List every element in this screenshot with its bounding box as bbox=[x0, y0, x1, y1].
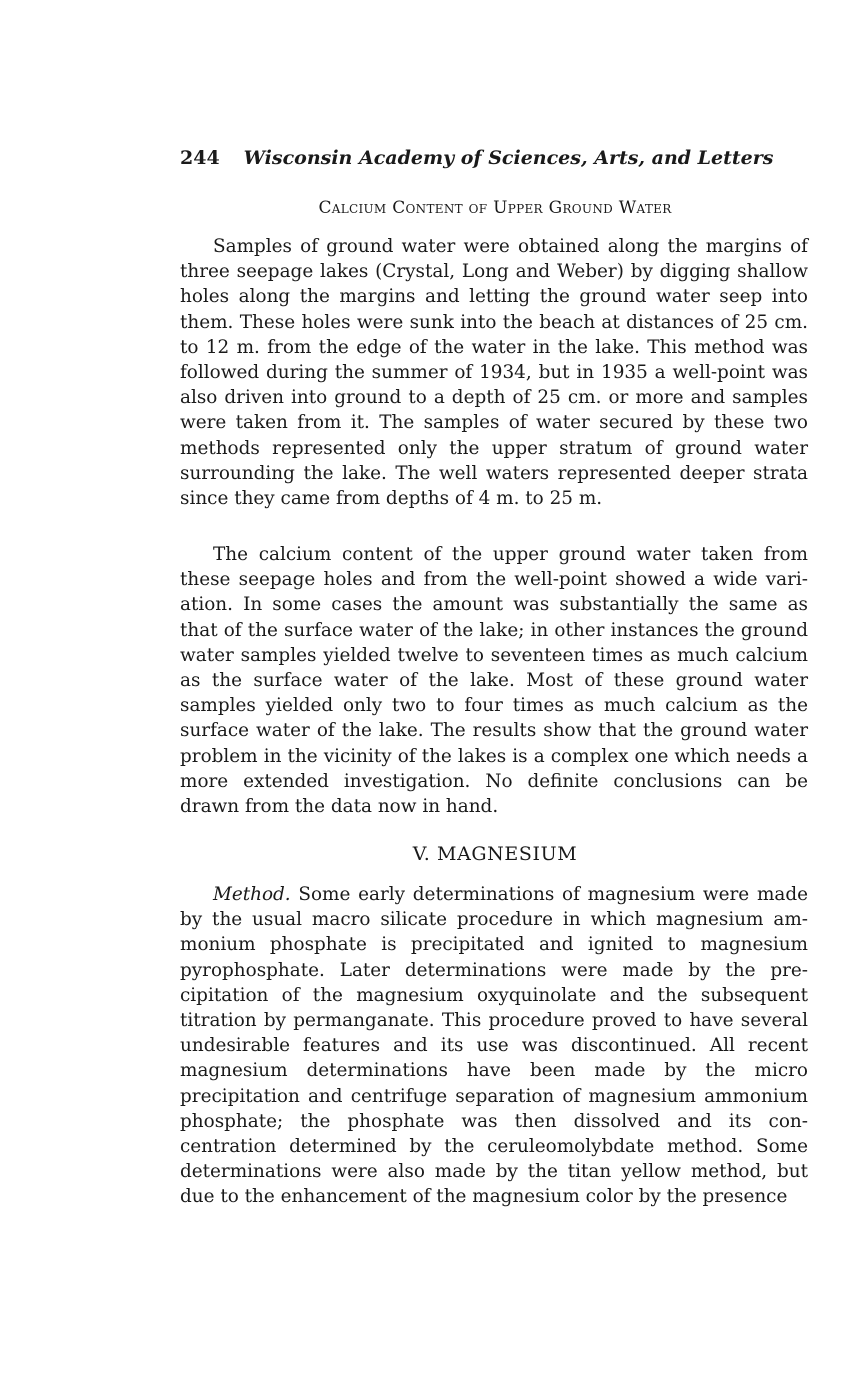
paragraph-3 bbox=[180, 882, 808, 1210]
method-text: Some early determinations of magnesium were made by the usual macro silicate procedure in which magnesium ammonium phosphate is precipitated and ignited to magnesium pyrophosphate. Later determinations were made by the precipitation of the magnesium oxyquinolate and the subsequent titration by permanganate. This procedure proved to have several undesirable features and its use was discontinued. All recent magnesium determinations have been made by the micro precipitation and centrifuge separation of magnesium ammonium phosphate; the phosphate was then dissolved and its concentration determined by the ceruleomolybdate method. Some determinations were also made by the titan yellow method, but due to the enhancement of the magnesium color by the presence bbox=[180, 884, 808, 1208]
method-lead: Method. bbox=[213, 884, 291, 905]
paragraph-2: The calcium content of the upper ground water taken from these seepage holes and from the well-point showed a wide variation. In some cases the amount was substantially the same as that of the surface water of the lake; in other instances the ground water samples yielded twelve to seventeen times as much calcium as the surface water of the lake. Most of these ground water samples yielded only two to four times as much calcium as the surface water of the lake. The results show that the ground water problem in the vicinity of the lakes is a complex one which needs a more extended investigation. No definite conclusions can be drawn from the data now in hand. bbox=[180, 544, 808, 818]
running-header bbox=[180, 144, 810, 172]
paragraph-1: Samples of ground water were obtained along the margins of three seepage lakes (Crystal, Long and Weber) by digging shallow holes along the margins and letting the ground water seep into them. These holes were sunk into the beach at distances of 25 cm. to 12 m. from the edge of the water in the lake. This method was followed during the summer of 1934, but in 1935 a well-point was also driven into ground to a depth of 25 cm. or more and samples were taken from it. The samples of water secured by these two methods represented only the upper stratum of ground water surrounding the lake. The well waters represented deeper strata since they came from depths of 4 m. to 25 m. bbox=[180, 236, 808, 510]
page-number: 244 bbox=[180, 147, 220, 169]
section-title: Calcium Content of Upper Ground Water bbox=[318, 198, 672, 218]
journal-title: Wisconsin Academy of Sciences, Arts, and Letters bbox=[243, 147, 774, 169]
chapter-title: V. MAGNESIUM bbox=[412, 843, 578, 865]
